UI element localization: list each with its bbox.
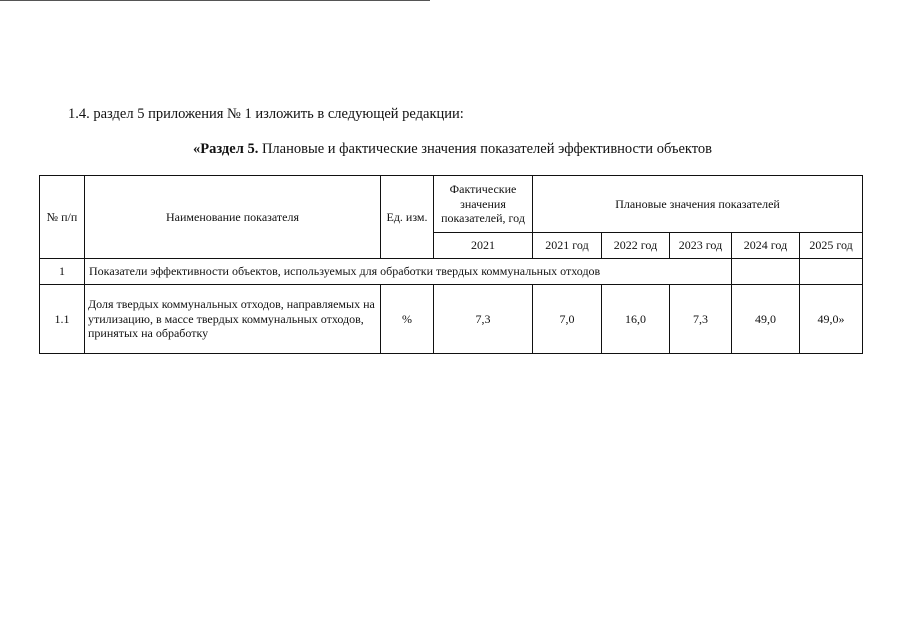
header-row bbox=[40, 176, 863, 233]
header-name: Наименование показателя bbox=[85, 176, 381, 259]
section-title-lead: «Раздел 5. bbox=[193, 141, 259, 157]
subheader-planned-year: 2021 год bbox=[533, 233, 602, 259]
header-num: № п/п bbox=[40, 176, 85, 259]
data-row-planned: 7,3 bbox=[670, 285, 732, 354]
group-row-name: Показатели эффективности объектов, используемых для обработки твердых коммунальных отходов bbox=[85, 259, 732, 285]
subheader-planned-year: 2023 год bbox=[670, 233, 732, 259]
group-row-empty-cell bbox=[800, 259, 863, 285]
data-row-planned: 16,0 bbox=[602, 285, 670, 354]
indicators-table bbox=[39, 175, 863, 354]
table-row bbox=[40, 285, 863, 354]
subheader-planned-year: 2022 год bbox=[602, 233, 670, 259]
header-unit: Ед. изм. bbox=[381, 176, 434, 259]
subheader-planned-year: 2024 год bbox=[732, 233, 800, 259]
subheader-planned-year: 2025 год bbox=[800, 233, 863, 259]
subheader-actual-year: 2021 bbox=[434, 233, 533, 259]
data-row-planned: 49,0» bbox=[800, 285, 863, 354]
top-rule bbox=[0, 0, 430, 1]
data-row-planned: 7,0 bbox=[533, 285, 602, 354]
data-row-name: Доля твердых коммунальных отходов, направляемых на утилизацию, в массе твердых коммунальных отходов, принятых на обработку bbox=[85, 285, 381, 354]
data-row-num: 1.1 bbox=[40, 285, 85, 354]
section-title bbox=[0, 141, 905, 158]
header-actual: Фактические значения показателей, год bbox=[434, 176, 533, 233]
section-title-rest: Плановые и фактические значения показателей эффективности объектов bbox=[258, 141, 712, 157]
header-planned: Плановые значения показателей bbox=[533, 176, 863, 233]
data-row-actual: 7,3 bbox=[434, 285, 533, 354]
table-row bbox=[40, 259, 863, 285]
group-row-empty-cell bbox=[732, 259, 800, 285]
intro-text: 1.4. раздел 5 приложения № 1 изложить в следующей редакции: bbox=[68, 106, 464, 122]
group-row-num: 1 bbox=[40, 259, 85, 285]
data-row-planned: 49,0 bbox=[732, 285, 800, 354]
data-row-unit: % bbox=[381, 285, 434, 354]
